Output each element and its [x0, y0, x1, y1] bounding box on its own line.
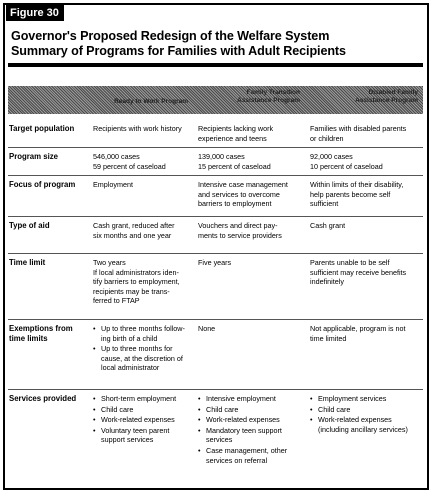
- bullet-item-line: services: [206, 435, 233, 445]
- table-cell: [198, 324, 306, 334]
- figure-label: Figure 30: [6, 5, 64, 21]
- cell-line: 15 percent of caseload: [198, 161, 271, 171]
- table-cell: [198, 394, 306, 466]
- bullet-item-line: • Intensive employment: [206, 394, 276, 403]
- cell-line: Vouchers and direct pay-: [198, 221, 278, 230]
- bullet-list: [93, 324, 195, 373]
- row-label: [9, 152, 58, 162]
- row-divider: [8, 175, 423, 176]
- cell-line: 546,000 cases: [93, 152, 140, 161]
- bullet-item-line: • Work-related expenses: [318, 415, 392, 425]
- table-cell: [198, 258, 306, 268]
- cell-line: experience and teens: [198, 133, 267, 143]
- bullet-item-line: • Short-term employment: [101, 394, 177, 403]
- bullet-item: [310, 415, 424, 434]
- table-cell: [198, 152, 306, 171]
- cell-line: Two years: [93, 258, 126, 267]
- cell-line: ferred to FTAP: [93, 296, 140, 306]
- table-cell: [93, 258, 195, 306]
- table-cell: [93, 221, 195, 240]
- bullet-item-line: • Case management, other: [206, 445, 288, 455]
- bullet-item-line: • Work-related expenses: [206, 415, 280, 425]
- bullet-item-line: • Child care: [101, 404, 134, 414]
- bullet-item-line: services on referral: [206, 455, 268, 465]
- cell-line: Recipients with work history: [93, 124, 182, 133]
- cell-line: and services to overcome: [198, 189, 280, 199]
- bullet-item-line: • Child care: [206, 404, 239, 414]
- row-label-line: Time limit: [9, 258, 46, 267]
- bullet-item: [310, 394, 424, 404]
- row-label-line: Type of aid: [9, 221, 50, 230]
- bullet-item-line: (including ancillary services): [318, 424, 408, 434]
- cell-line: 59 percent of caseload: [93, 161, 166, 171]
- row-divider: [8, 253, 423, 254]
- row-label-line: Target population: [9, 124, 75, 133]
- table-cell: [93, 324, 195, 374]
- cell-line: or children: [310, 133, 344, 143]
- table-cell: [93, 152, 195, 171]
- cell-line: 92,000 cases: [310, 152, 353, 161]
- cell-line: If local administrators iden-: [93, 267, 179, 277]
- cell-line: barriers to employment: [198, 199, 272, 209]
- table-cell: [198, 221, 306, 240]
- cell-line: Recipients lacking work: [198, 124, 274, 133]
- table-cell: [310, 221, 424, 231]
- cell-line: recipients may be trans-: [93, 286, 170, 296]
- cell-line: six months and one year: [93, 230, 172, 240]
- bullet-item: [198, 446, 306, 465]
- bullet-item-line: • Voluntary teen parent: [101, 425, 170, 435]
- bullet-item-line: • Up to three months for: [101, 344, 173, 354]
- bullet-item-line: • Child care: [318, 404, 351, 414]
- row-label: [9, 324, 73, 344]
- row-divider: [8, 319, 423, 320]
- table-cell: [93, 394, 195, 446]
- cell-line: 10 percent of caseload: [310, 161, 383, 171]
- bullet-item-line: • Up to three months follow-: [101, 324, 185, 333]
- figure-title: [11, 29, 423, 59]
- bullet-item-line: support services: [101, 435, 154, 445]
- bullet-item-line: • Mandatory teen support: [206, 425, 282, 435]
- cell-line: ments to service providers: [198, 230, 282, 240]
- cell-line: 139,000 cases: [198, 152, 245, 161]
- bullet-item: [198, 426, 306, 445]
- bullet-item-line: local administrator: [101, 363, 160, 373]
- cell-line: Intensive case management: [198, 180, 288, 189]
- bullet-item: [198, 405, 306, 415]
- row-label-line: Program size: [9, 152, 58, 161]
- column-header-family-transition: [196, 86, 300, 114]
- bullet-list: [310, 394, 424, 434]
- bullet-item-line: • Employment services: [318, 394, 387, 403]
- row-label-line: Services provided: [9, 394, 77, 403]
- cell-line: time limited: [310, 333, 347, 343]
- bullet-item: [93, 426, 195, 445]
- cell-line: sufficient may receive benefits: [310, 267, 407, 277]
- column-header-line: Assistance Program: [355, 97, 418, 104]
- column-header-line: Disabled Family: [368, 89, 418, 96]
- bullet-item: [93, 344, 195, 373]
- cell-line: tify barriers to employment,: [93, 277, 180, 287]
- row-label: [9, 124, 74, 134]
- row-label-line: Focus of program: [9, 180, 76, 189]
- title-rule: [8, 63, 423, 67]
- bullet-item: [93, 394, 195, 404]
- bullet-item: [198, 394, 306, 404]
- row-label: [9, 394, 76, 404]
- cell-line: help parents become self: [310, 189, 391, 199]
- table-cell: [310, 258, 424, 287]
- row-divider: [8, 147, 423, 148]
- row-divider: [8, 389, 423, 390]
- cell-line: Within limits of their disability,: [310, 180, 404, 189]
- cell-line: indefinitely: [310, 277, 344, 287]
- cell-line: Employment: [93, 180, 133, 189]
- row-divider: [8, 216, 423, 217]
- cell-line: None: [198, 324, 216, 333]
- cell-line: Cash grant, reduced after: [93, 221, 175, 230]
- row-label: [9, 221, 50, 231]
- column-header-line: Ready to Work Program: [114, 98, 188, 105]
- table-cell: [93, 124, 195, 134]
- row-label: [9, 180, 75, 190]
- bullet-item: [93, 415, 195, 425]
- row-label: [9, 258, 45, 268]
- cell-line: sufficient: [310, 199, 339, 209]
- cell-line: Families with disabled parents: [310, 124, 407, 133]
- cell-line: Five years: [198, 258, 232, 267]
- bullet-item-line: ing birth of a child: [101, 333, 158, 343]
- bullet-list: [93, 394, 195, 445]
- bullet-item: [198, 415, 306, 425]
- table-cell: [310, 394, 424, 435]
- title-line-1: Governor's Proposed Redesign of the Welfare System: [11, 29, 330, 43]
- column-header-line: Family Transition: [246, 89, 300, 96]
- cell-line: Parents unable to be self: [310, 258, 390, 267]
- table-cell: [310, 124, 424, 143]
- bullet-item: [310, 405, 424, 415]
- bullet-item: [93, 324, 195, 343]
- column-header-disabled-family: [308, 86, 418, 114]
- cell-line: Not applicable, program is not: [310, 324, 406, 333]
- bullet-item-line: • Work-related expenses: [101, 415, 175, 425]
- row-label-line: Exemptions from: [9, 324, 73, 333]
- row-label-line: time limits: [9, 334, 48, 343]
- column-header-line: Assistance Program: [237, 97, 300, 104]
- bullet-item-line: cause, at the discretion of: [101, 353, 183, 363]
- table-cell: [310, 324, 424, 343]
- table-cell: [310, 180, 424, 209]
- table-cell: [310, 152, 424, 171]
- column-header-ready-to-work: [96, 86, 188, 114]
- table-cell: [198, 124, 306, 143]
- table-cell: [93, 180, 195, 190]
- bullet-list: [198, 394, 306, 465]
- title-line-2: Summary of Programs for Families with Adult Recipients: [11, 44, 346, 58]
- table-cell: [198, 180, 306, 209]
- cell-line: Cash grant: [310, 221, 346, 230]
- bullet-item: [93, 405, 195, 415]
